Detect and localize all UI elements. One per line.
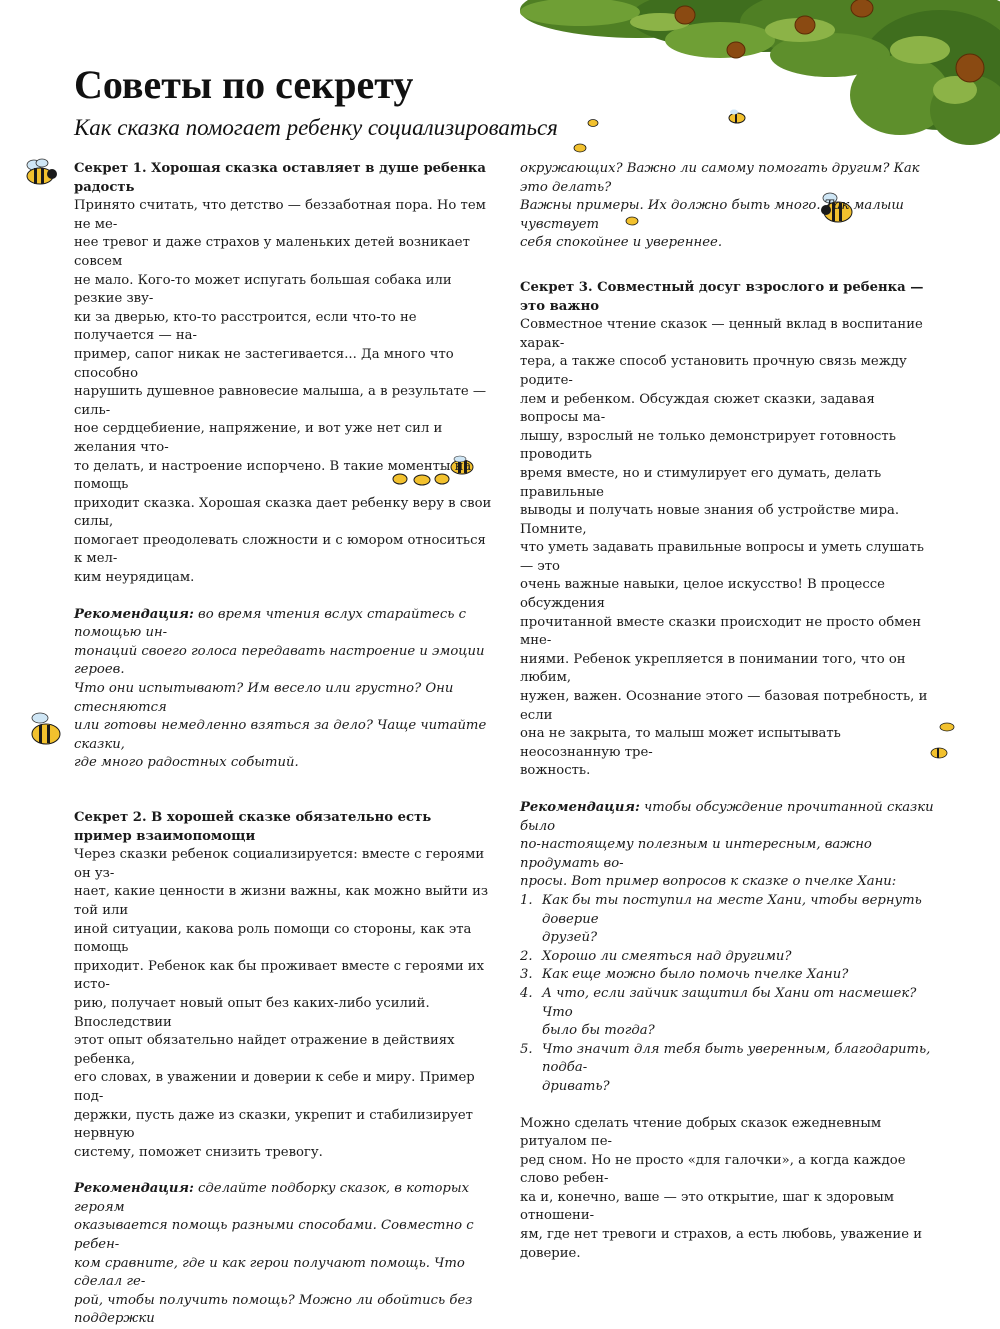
closing-line: Можно сделать чтение добрых сказок ежедневным ритуалом пе- [520, 1115, 882, 1150]
recommendation-line: по-настоящему полезным и интересным, важно продумать во- [520, 837, 872, 871]
secret1-line: нарушить душевное равновесие малыша, а в результате — силь- [74, 384, 487, 418]
secret3-heading: Секрет 3. Совместный досуг взрослого и ребенка — это важно [520, 279, 924, 314]
secret3-line: она не закрыта, то малыш может испытывать неосознанную тре- [520, 726, 841, 760]
recommendation-line: тонаций своего голоса передавать настроение и эмоции героев. [74, 643, 485, 678]
recommendation-line: где много радостных событий. [74, 755, 299, 771]
right-column [520, 160, 935, 1263]
secret1-line: ное сердцебиение, напряжение, и вот уже нет сил и желания что- [74, 421, 443, 455]
secret3-line: что уметь задавать правильные вопросы и уметь слушать — это [520, 540, 924, 574]
secret3-line: очень важные навыки, целое искусство! В процессе обсуждения [520, 577, 885, 612]
continuation-line: окружающих? Важно ли самому помогать другим? Как это делать? [520, 161, 920, 195]
secret2-heading: пример взаимопомощи [74, 828, 256, 844]
secret2-line: рию, получает новый опыт без каких-либо усилий. Впоследствии [74, 995, 430, 1030]
secret2-line: систему, поможет снизить тревогу. [74, 1144, 323, 1160]
secret1-line: то делать, и настроение испорчено. В такие моменты на помощь [74, 458, 472, 493]
question-item: 3. Как еще можно было помочь пчелке Хани? [520, 967, 849, 983]
secret2-line: этот опыт обязательно найдет отражение в действиях ребенка, [74, 1033, 455, 1067]
secret2-heading: Секрет 2. В хорошей сказке обязательно есть [74, 810, 432, 825]
secret1-recommendation: Рекомендация: во время чтения вслух старайтесь с помощью ин- [74, 606, 466, 641]
secret2-line: нает, какие ценности в жизни важны, как можно выйти из той или [74, 884, 489, 918]
secret2-line: Через сказки ребенок социализируется: вместе с героями он уз- [74, 847, 485, 881]
question-item: 4. А что, если зайчик защитил бы Хани от насмешек? Что было бы тогда? [520, 985, 917, 1039]
page-title: Советы по секрету [74, 62, 414, 107]
secret1-line: помогает преодолевать сложности и с юмором относиться к мел- [74, 532, 486, 567]
secret1-line: ким неурядицам. [74, 570, 195, 586]
secret3-line: нужен, важен. Осознание этого — базовая потребность, и если [520, 689, 928, 723]
bee-icon [22, 156, 60, 190]
secret3-line: выводы и получать новые знания об устройстве мира. Помните, [520, 503, 900, 537]
question-list [520, 892, 935, 1097]
bee-icon [586, 116, 600, 128]
secret2-recommendation: Рекомендация: сделайте подборку сказок, в которых героям [74, 1181, 470, 1215]
question-item: 1. Как бы ты поступил на месте Хани, чтобы вернуть доверие друзей? [520, 892, 922, 946]
left-column [74, 160, 494, 1329]
secret3-line: прочитанной вместе сказки происходит не просто обмен мне- [520, 614, 922, 649]
secret1-line: нее тревог и даже страхов у маленьких детей возникает совсем [74, 235, 470, 269]
closing-line: ям, где нет тревоги и страхов, а есть любовь, уважение и доверие. [520, 1227, 922, 1261]
recommendation-label: Рекомендация: [74, 606, 194, 622]
secret3-line: вожность. [520, 763, 591, 779]
secret2-line: держки, пусть даже из сказки, укрепит и стабилизирует нервную [74, 1107, 473, 1142]
secret3-line: тера, а также способ установить прочную связь между родите- [520, 354, 907, 388]
recommendation-label: Рекомендация: [74, 1181, 194, 1197]
question-item: 2. Хорошо ли смеяться над другими? [520, 948, 792, 964]
recommendation-line: рой, чтобы получить помощь? Можно ли обойтись без поддержки [74, 1292, 473, 1327]
secret3-line: ниями. Ребенок укрепляется в понимании того, что он любим, [520, 651, 906, 686]
tree-foliage-illustration [500, 0, 1000, 150]
recommendation-line: оказывается помощь разными способами. Совместно с ребен- [74, 1218, 474, 1253]
secret1-line: Принято считать, что детство — беззаботная пора. Но тем не ме- [74, 198, 486, 232]
closing-line: ка и, конечно, ваше — это открытие, шаг к здоровым отношени- [520, 1189, 894, 1224]
recommendation-label: Рекомендация: [520, 800, 640, 815]
recommendation-line: ком сравните, где и как герои получают помощь. Что сделал ге- [74, 1255, 465, 1290]
bee-icon [726, 108, 748, 126]
secret2-line: его словах, в уважении и доверии к себе и миру. Пример под- [74, 1070, 475, 1104]
secret2-line: иной ситуации, какова роль помощи со стороны, как эта помощь [74, 921, 472, 956]
secret3-line: лышу, взрослый не только демонстрирует готовность проводить [520, 428, 896, 463]
continuation-line: себя спокойнее и увереннее. [520, 235, 723, 251]
secret3-line: время вместе, но и стимулирует его думать, делать правильные [520, 465, 882, 500]
closing-line: ред сном. Но не просто «для галочки», а когда каждое слово ребен- [520, 1152, 906, 1187]
secret3-line: лем и ребенком. Обсуждая сюжет сказки, задавая вопросы ма- [520, 391, 875, 426]
secret2-line: приходит. Ребенок как бы проживает вместе с героями их исто- [74, 958, 485, 993]
recommendation-line: Что они испытывают? Им весело или грустно? Они стесняются [74, 681, 454, 715]
recommendation-line: просы. Вот пример вопросов к сказке о пчелке Хани: [520, 874, 897, 890]
bee-icon [24, 708, 70, 754]
bee-icon [572, 140, 588, 154]
secret1-heading: Секрет 1. Хорошая сказка оставляет в душе ребенка радость [74, 161, 486, 195]
secret1-line: приходит сказка. Хорошая сказка дает ребенку веру в свои силы, [74, 495, 492, 530]
secret1-line: пример, сапог никак не застегивается... Да много что способно [74, 346, 454, 381]
secret3-line: Совместное чтение сказок — ценный вклад в воспитание харак- [520, 317, 923, 351]
page-subtitle: Как сказка помогает ребенку социализироваться [74, 115, 558, 140]
secret1-line: ки за дверью, кто-то расстроится, если что-то не получается — на- [74, 309, 417, 344]
bee-icon [938, 718, 956, 734]
recommendation-line: или готовы немедленно взяться за дело? Чаще читайте сказки, [74, 718, 487, 752]
continuation-line: Важны примеры. Их должно быть много. Так малыш чувствует [520, 198, 904, 232]
question-item: 5. Что значит для тебя быть уверенным, благодарить, подба- дривать? [520, 1041, 931, 1094]
secret3-recommendation: Рекомендация: чтобы обсуждение прочитанной сказки было [520, 800, 934, 834]
secret1-line: не мало. Кого-то может испугать большая собака или резкие зву- [74, 272, 452, 307]
